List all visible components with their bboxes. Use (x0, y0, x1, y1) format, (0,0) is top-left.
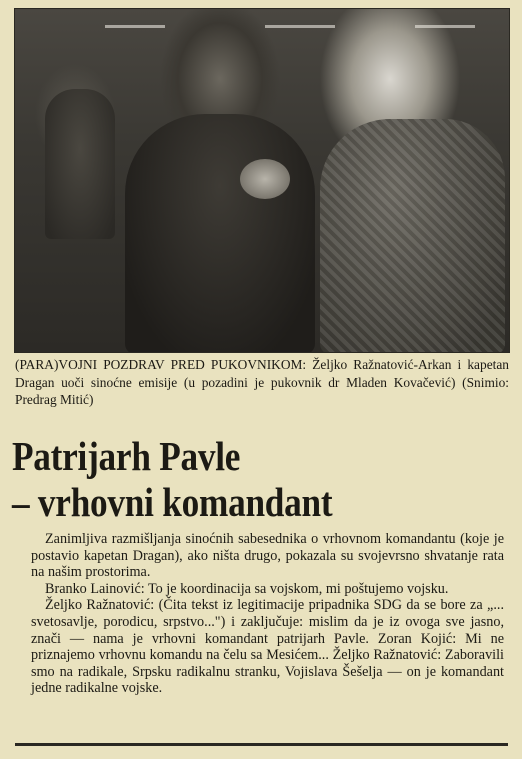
ceiling-light (415, 25, 475, 28)
photo-caption: (PARA)VOJNI POZDRAV PRED PUKOVNIKOM: Željko Ražnatović-Arkan i kapetan Dragan uoči sinoćne emisije (u pozadini je pukovnik dr Mladen Kovačević) (Snimio: Predrag Mitić) (15, 357, 509, 407)
ceiling-light (105, 25, 165, 28)
article-paragraph: Željko Ražnatović: (Čita tekst iz legitimacije pripadnika SDG da se bore za „... svetosavlje, porodicu, srpstvo...") i zaključuje: mislim da je iz ovoga sve jasno, znači — nama je vrhovni komandant patrijarh Pavle. Zoran Kojić: Mi ne priznajemo vrhovnu komandu na čelu sa Mesićem... Željko Ražnatović: Zaboravili smo na radikale, Srpsku radikalnu stranku, Vojislava Šešelja — on je komandant jedne radikalne vojske. (31, 597, 504, 697)
article-paragraph: Branko Lainović: To je koordinacija sa vojskom, mi poštujemo vojsku. (45, 580, 449, 597)
article-paragraph: Zanimljiva razmišljanja sinoćnih sabesednika o vrhovnom komandantu (koje je postavio kapetan Dragan), ako ništa drugo, pokazala su svojevrsno shvatanje rata na našim prostorima. (31, 531, 504, 581)
headline-line-1: Patrijarh Pavle (12, 433, 241, 479)
news-photo (14, 8, 510, 353)
background-person (45, 89, 115, 239)
headline-line-2: – vrhovni komandant (12, 479, 333, 525)
ceiling-light (265, 25, 335, 28)
handshake (240, 159, 290, 199)
bottom-rule (15, 743, 508, 746)
article-body (31, 531, 504, 697)
photo-person-right (320, 119, 505, 353)
photo-person-left (125, 114, 315, 353)
